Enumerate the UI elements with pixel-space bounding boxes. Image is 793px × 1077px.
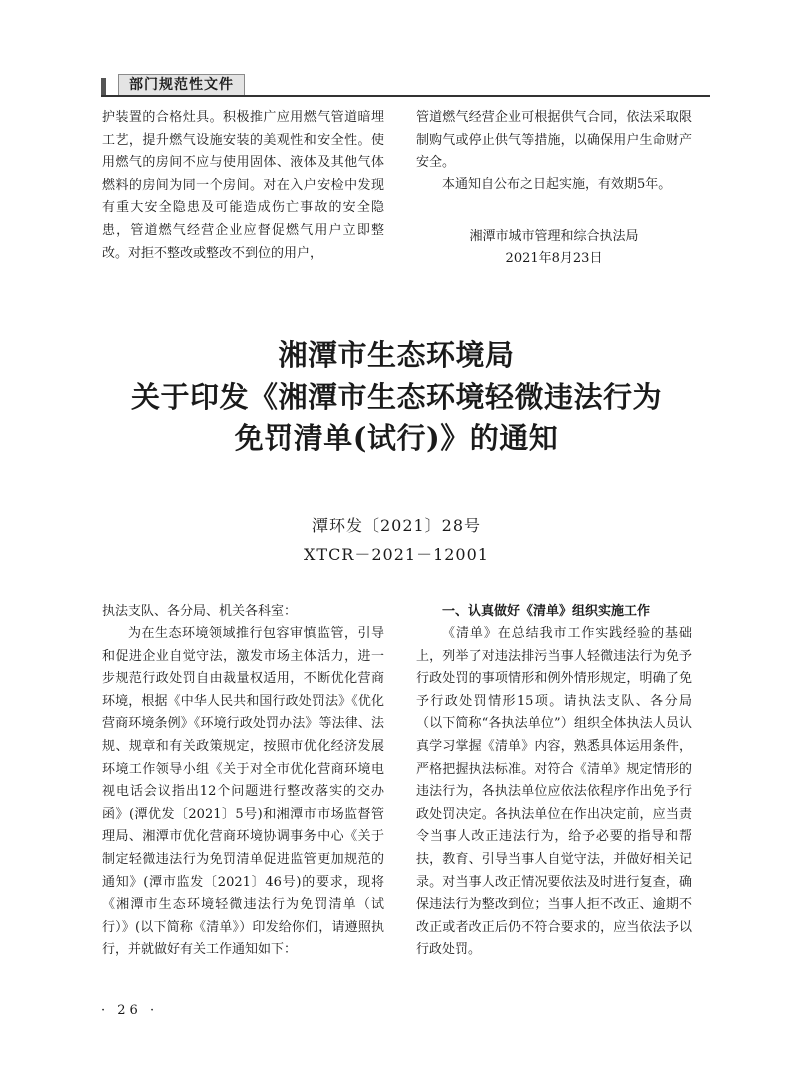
- previous-notice-date: 2021年8月23日: [505, 251, 603, 266]
- section-1-paragraph: 《清单》在总结我市工作实践经验的基础上，列举了对违法排污当事人轻微违法行为免予行政处罚的事项情形和例外情形规定，明确了免予行政处罚情形15项。请执法支队、各分局（以下简称“各执法单位”）组织全体执法人员认真学习掌握《清单》内容，熟悉具体运用条件，严格把握执法标准。对符合《清单》规定情形的违法行为，各执法单位应依法依程序作出免予行政处罚决定。各执法单位在作出决定前，应当责令当事人改正违法行为，给予必要的指导和帮扶，教育、引导当事人自觉守法，并做好相关记录。对当事人改正情况要依法及时进行复查，确保违法行为整改到位；当事人拒不改正、逾期不改正或者改正后仍不符合要求的，应当依法予以行政处罚。: [416, 626, 692, 958]
- title-line-3: 免罚清单(试行)》的通知: [234, 421, 559, 455]
- page-number: · 26 ·: [101, 1003, 159, 1018]
- previous-notice-effective: 本通知自公布之日起实施，有效期5年。: [442, 177, 672, 192]
- header-accent-bar: [101, 78, 106, 95]
- document-number: 潭环发〔2021〕28号: [311, 516, 482, 535]
- previous-notice-left-text: 护装置的合格灶具。积极推广应用燃气管道暗埋工艺，提升燃气设施安装的美观性和安全性。使用燃气的房间不应与使用固体、液体及其他气体燃料的房间为同一个房间。对在入户安检中发现有重大安全隐患及可能造成伤亡事故的安全隐患，管道燃气经营企业应督促燃气用户立即整改。对拒不整改或整改不到位的用户，: [102, 110, 384, 261]
- title-line-2: 关于印发《湘潭市生态环境轻微违法行为: [130, 379, 662, 414]
- section-1-heading: 一、认真做好《清单》组织实施工作: [442, 604, 651, 619]
- addressee: 执法支队、各分局、机关各科室：: [102, 604, 298, 619]
- previous-notice-right-text: 管道燃气经营企业可根据供气合同，依法采取限制购气或停止供气等措施，以确保用户生命财产安全。: [416, 110, 692, 171]
- document-code: XTCR－2021－12001: [304, 545, 489, 564]
- document-title: [0, 335, 793, 460]
- intro-paragraph: 为在生态环境领域推行包容审慎监管，引导和促进企业自觉守法，激发市场主体活力，进一步规范行政处罚自由裁量权适用，不断优化营商环境，根据《中华人民共和国行政处罚法》《优化营商环境条例》《环境行政处罚办法》等法律、法规、规章和有关政策规定，按照市优化经济发展环境工作领导小组《关于对全市优化营商环境电视电话会议指出12个问题进行整改落实的交办函》(潭优发〔2021〕5号)和湘潭市市场监督管理局、湘潭市优化营商环境协调事务中心《关于制定轻微违法行为免罚清单促进监管更加规范的通知》(潭市监发〔2021〕46号)的要求，现将《湘潭市生态环境轻微违法行为免罚清单（试行）》(以下简称《清单》）印发给你们，请遵照执行，并就做好有关工作通知如下：: [102, 626, 384, 958]
- header-rule: [101, 95, 710, 97]
- section-header-label: 部门规范性文件: [118, 74, 245, 96]
- title-line-1: 湘潭市生态环境局: [278, 338, 515, 372]
- previous-notice-issuer: 湘潭市城市管理和综合执法局: [469, 229, 639, 244]
